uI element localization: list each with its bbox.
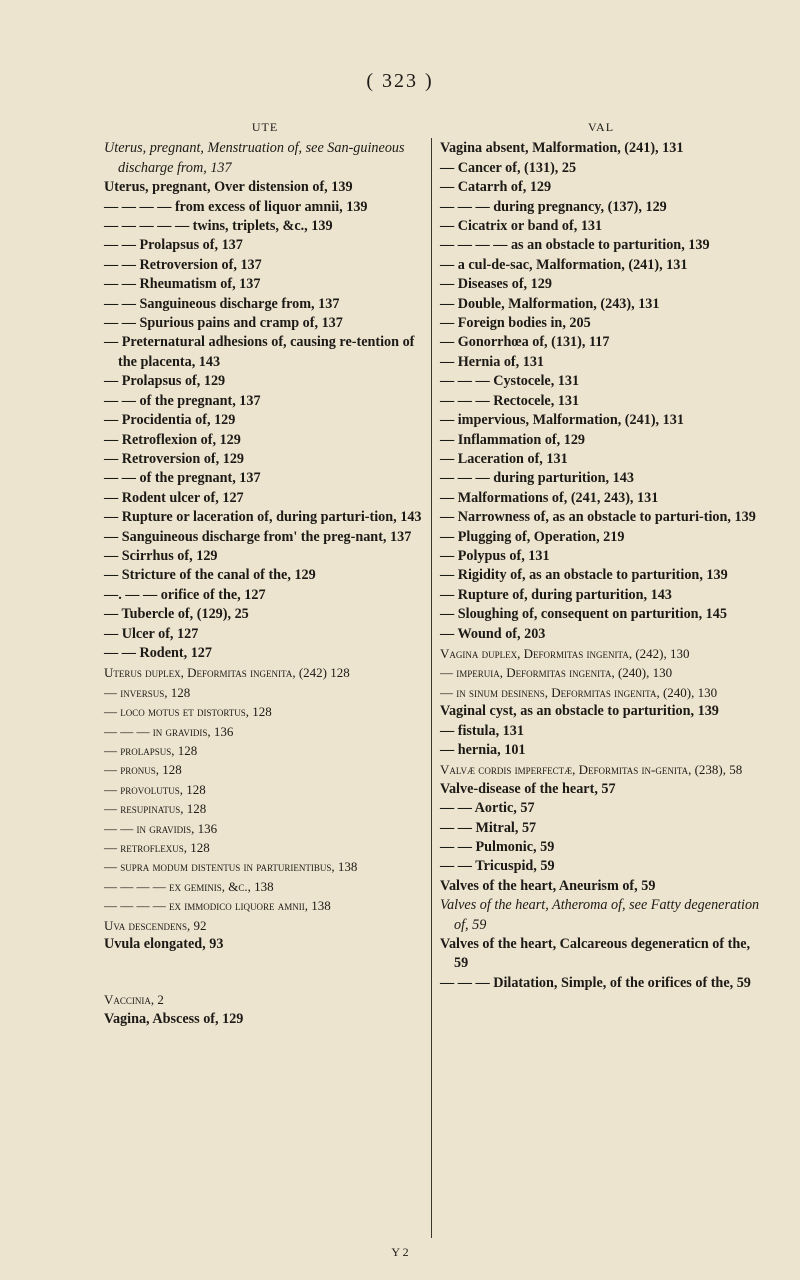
index-entry: Uvula elongated, 93 xyxy=(104,936,224,953)
index-entry: — hernia, 101 xyxy=(440,742,526,758)
index-entry: — — — — ex geminis, &c., 138 xyxy=(104,878,274,894)
index-entry: — — Rheumatism of, 137 xyxy=(104,276,261,293)
index-column-left xyxy=(104,120,426,1029)
index-entry: — — Spurious pains and cramp of, 137 xyxy=(104,315,343,332)
index-entry: — Polypus of, 131 xyxy=(440,547,550,564)
index-entry: — Foreign bodies in, 205 xyxy=(440,315,591,332)
index-entry: Uva descendens, 92 xyxy=(104,917,207,933)
index-entry: — Gonorrhœa of, (131), 117 xyxy=(440,334,610,351)
entry-list-right xyxy=(440,139,762,993)
index-entry: — fistula, 131 xyxy=(440,722,524,739)
index-entry: — inversus, 128 xyxy=(104,684,191,700)
index-entry: — — of the pregnant, 137 xyxy=(104,470,261,487)
index-entry: — Inflammation of, 129 xyxy=(440,431,586,448)
index-entry: — Cicatrix or band of, 131 xyxy=(440,218,603,235)
index-entry: Uterus duplex, Deformitas ingenita, (242) 128 xyxy=(104,665,350,681)
index-entry: — — Mitral, 57 xyxy=(440,819,537,836)
index-entry: — — — Rectocele, 131 xyxy=(440,392,580,409)
index-entry: — Rigidity of, as an obstacle to parturition, 139 xyxy=(440,567,728,584)
index-entry: — — — during pregnancy, (137), 129 xyxy=(440,198,667,215)
index-entry: — provolutus, 128 xyxy=(104,781,206,797)
index-entry: — Plugging of, Operation, 219 xyxy=(440,528,625,545)
index-entry: — — — during parturition, 143 xyxy=(440,470,634,487)
index-entry: — a cul-de-sac, Malformation, (241), 131 xyxy=(440,256,688,273)
index-entry: — — in gravidis, 136 xyxy=(104,820,218,836)
index-entry: —. — — orifice of the, 127 xyxy=(104,586,266,603)
index-entry: — — Retroversion of, 137 xyxy=(104,256,262,273)
index-entry: — imperuia, Deformitas ingenita, (240), 130 xyxy=(440,665,673,681)
index-entry: Vaccinia, 2 xyxy=(104,992,164,1008)
page-number: ( 323 ) xyxy=(366,70,434,92)
index-entry: Vagina absent, Malformation, (241), 131 xyxy=(440,140,684,157)
index-entry: — Laceration of, 131 xyxy=(440,450,568,467)
index-entry: Valvæ cordis imperfectæ, Deformitas in-genita, (238), 58 xyxy=(440,762,743,778)
index-entry: Vagina duplex, Deformitas ingenita, (242), 130 xyxy=(440,645,690,661)
index-entry: Uterus, pregnant, Over distension of, 139 xyxy=(104,179,353,196)
index-entry: Valves of the heart, Atheroma of, see Fatty degeneration of, 59 xyxy=(440,897,760,933)
index-entry: — — — Dilatation, Simple, of the orifices of the, 59 xyxy=(440,974,751,991)
index-entry: — — — — from excess of liquor amnii, 139 xyxy=(104,198,368,215)
index-entry: — Rodent ulcer of, 127 xyxy=(104,489,244,506)
column-header-right: VAL xyxy=(587,120,615,134)
index-entry: — — — — as an obstacle to parturition, 139 xyxy=(440,237,710,254)
index-entry: — Wound of, 203 xyxy=(440,625,546,642)
index-entry: Valve-disease of the heart, 57 xyxy=(440,780,616,797)
index-entry: — pronus, 128 xyxy=(104,762,182,778)
index-entry: — — Rodent, 127 xyxy=(104,644,212,661)
entry-list-left xyxy=(104,139,426,1029)
index-entry: — Procidentia of, 129 xyxy=(104,412,236,429)
index-entry: Uterus, pregnant, Menstruation of, see San-guineous discharge from, 137 xyxy=(104,140,405,176)
index-entry: Valves of the heart, Calcareous degeneraticn of the, 59 xyxy=(440,936,751,972)
index-entry: — — Sanguineous discharge from, 137 xyxy=(104,295,340,312)
index-entry: Vaginal cyst, as an obstacle to parturition, 139 xyxy=(440,703,719,720)
index-entry: — — of the pregnant, 137 xyxy=(104,392,261,409)
index-entry: — Retroversion of, 129 xyxy=(104,450,245,467)
index-entry: — — — — ex immodico liquore amnii, 138 xyxy=(104,898,331,914)
index-entry: — Double, Malformation, (243), 131 xyxy=(440,295,660,312)
index-entry: — loco motus et distortus, 128 xyxy=(104,704,272,720)
index-entry: — prolapsus, 128 xyxy=(104,743,198,758)
index-entry: — in sinum desinens, Deformitas ingenita, (240), 130 xyxy=(440,684,718,700)
column-header-left: UTE xyxy=(251,120,279,134)
index-entry: — — — — — twins, triplets, &c., 139 xyxy=(104,218,333,235)
index-entry: — Diseases of, 129 xyxy=(440,276,552,293)
index-entry: — Ulcer of, 127 xyxy=(104,625,199,642)
index-entry: — — Pulmonic, 59 xyxy=(440,839,555,856)
index-entry: — Catarrh of, 129 xyxy=(440,179,552,196)
index-entry: — — — Cystocele, 131 xyxy=(440,373,580,390)
index-entry: — — Aortic, 57 xyxy=(440,800,535,817)
index-entry: — — Prolapsus of, 137 xyxy=(104,237,243,254)
index-entry: — resupinatus, 128 xyxy=(104,801,207,817)
index-entry: — Sloughing of, consequent on parturition, 145 xyxy=(440,606,727,623)
index-entry: Vagina, Abscess of, 129 xyxy=(104,1010,244,1027)
index-entry: — supra modum distentus in parturientibus, 138 xyxy=(104,859,358,875)
index-entry: — Hernia of, 131 xyxy=(440,353,545,370)
index-entry: — impervious, Malformation, (241), 131 xyxy=(440,412,684,429)
index-column-right xyxy=(440,120,762,993)
index-entry: — retroflexus, 128 xyxy=(104,840,210,856)
index-entry: — — — in gravidis, 136 xyxy=(104,723,234,739)
index-entry: — Stricture of the canal of the, 129 xyxy=(104,567,316,584)
index-entry: — Rupture of, during parturition, 143 xyxy=(440,586,672,603)
index-entry: — Retroflexion of, 129 xyxy=(104,431,241,448)
index-entry: — Cancer of, (131), 25 xyxy=(440,159,577,176)
index-entry: — Scirrhus of, 129 xyxy=(104,547,218,564)
signature-mark: Y 2 xyxy=(391,1245,409,1259)
index-entry: — — Tricuspid, 59 xyxy=(440,858,555,875)
index-entry: — Malformations of, (241, 243), 131 xyxy=(440,489,659,506)
index-entry: — Sanguineous discharge from' the preg-nant, 137 xyxy=(104,528,412,545)
index-entry: — Tubercle of, (129), 25 xyxy=(104,606,249,623)
index-entry: — Prolapsus of, 129 xyxy=(104,373,226,390)
index-entry: — Rupture or laceration of, during parturi-tion, 143 xyxy=(104,509,422,526)
index-entry: — Preternatural adhesions of, causing re-tention of the placenta, 143 xyxy=(104,334,415,370)
index-entry: Valves of the heart, Aneurism of, 59 xyxy=(440,877,656,894)
column-divider xyxy=(431,138,432,1238)
index-entry: — Narrowness of, as an obstacle to parturi-tion, 139 xyxy=(440,509,756,526)
